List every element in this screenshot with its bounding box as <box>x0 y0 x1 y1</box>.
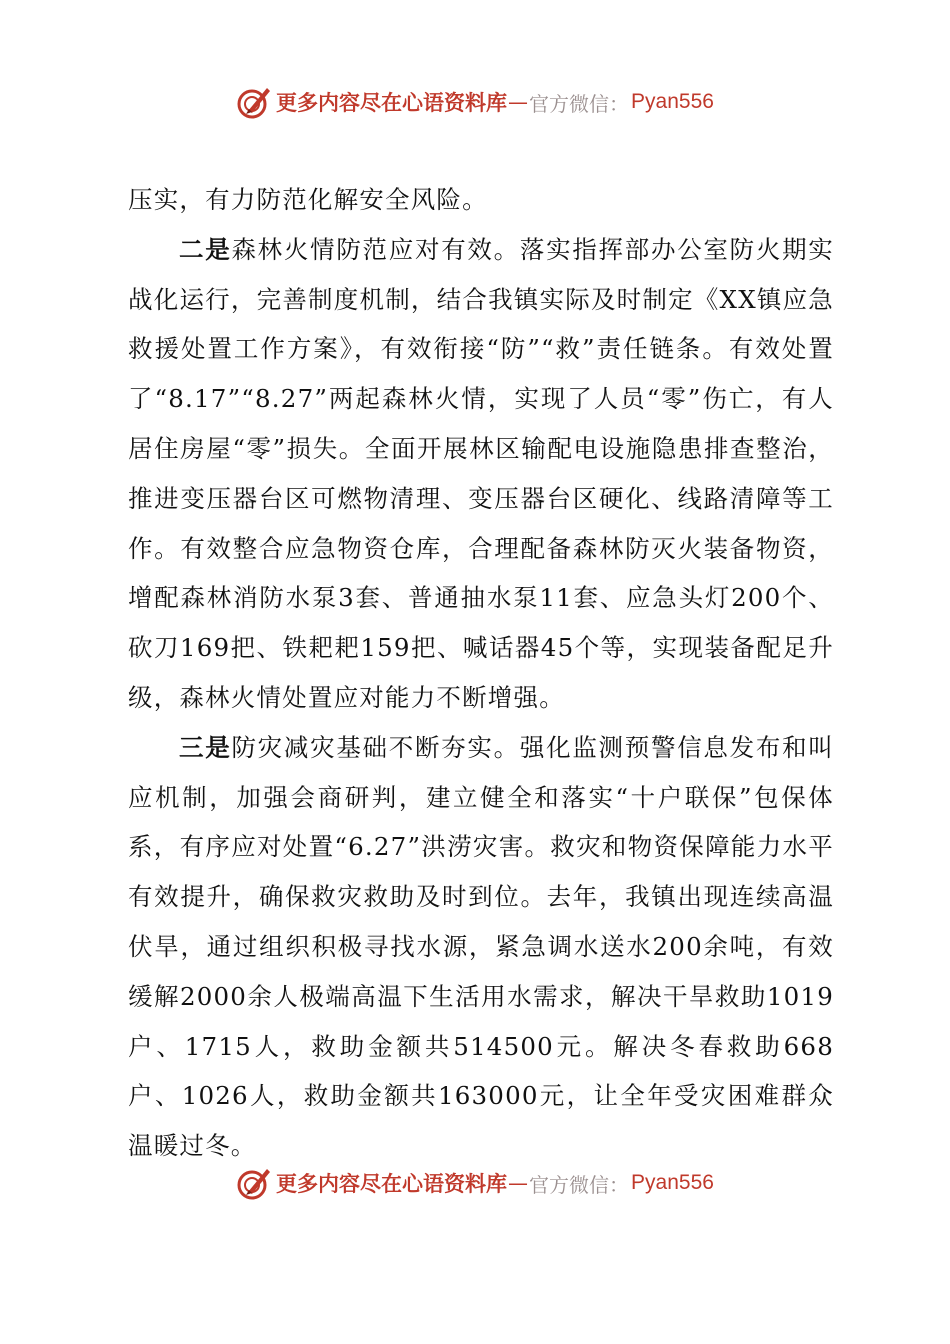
wechat-label: 官方微信： <box>529 91 630 116</box>
site-name: 更多内容尽在心语资料库 <box>276 90 508 115</box>
footer-watermark-banner <box>0 1163 950 1203</box>
separator-dash: — <box>508 90 529 114</box>
paragraph-continuation <box>128 175 834 225</box>
wechat-id: Pyan556 <box>631 1171 714 1194</box>
paragraph-lead: 二是 <box>179 234 232 264</box>
wechat-id: Pyan556 <box>631 90 714 113</box>
header-watermark-banner <box>0 82 950 122</box>
paragraph-disaster-prevention <box>128 723 834 1171</box>
pen-logo-icon <box>236 84 272 120</box>
paragraph-text: 防灾减灾基础不断夯实。强化监测预警信息发布和叫应机制，加强会商研判，建立健全和落实“十户联保”包保体系，有序应对处置“6.27”洪涝灾害。救灾和物资保障能力水平有效提升，确保救灾救助及时到位。去年，我镇出现连续高温伏旱，通过组织积极寻找水源，紧急调水送水200余吨，有效缓解2000余人极端高温下生活用水需求，解决干旱救助1019户、1715人，救助金额共514500元。解决冬春救助668户、1026人，救助金额共163000元，让全年受灾困难群众温暖过冬。 <box>128 732 834 1161</box>
document-body <box>128 175 834 1171</box>
paragraph-lead: 三是 <box>179 732 232 762</box>
paragraph-forest-fire <box>128 225 834 723</box>
separator-dash: — <box>508 1171 529 1195</box>
wechat-label: 官方微信： <box>529 1172 630 1197</box>
pen-logo-icon <box>236 1165 272 1201</box>
paragraph-text: 压实，有力防范化解安全风险。 <box>128 185 488 214</box>
site-name: 更多内容尽在心语资料库 <box>276 1171 508 1196</box>
paragraph-text: 森林火情防范应对有效。落实指挥部办公室防火期实战化运行，完善制度机制，结合我镇实际及时制定《XX镇应急救援处置工作方案》，有效衔接“防”“救”责任链条。有效处置了“8.17”“8.27”两起森林火情，实现了人员“零”伤亡，有人居住房屋“零”损失。全面开展林区输配电设施隐患排查整治，推进变压器台区可燃物清理、变压器台区硬化、线路清障等工作。有效整合应急物资仓库，合理配备森林防灭火装备物资，增配森林消防水泵3套、普通抽水泵11套、应急头灯200个、砍刀169把、铁耙耙159把、喊话器45个等，实现装备配足升级，森林火情处置应对能力不断增强。 <box>128 234 834 712</box>
